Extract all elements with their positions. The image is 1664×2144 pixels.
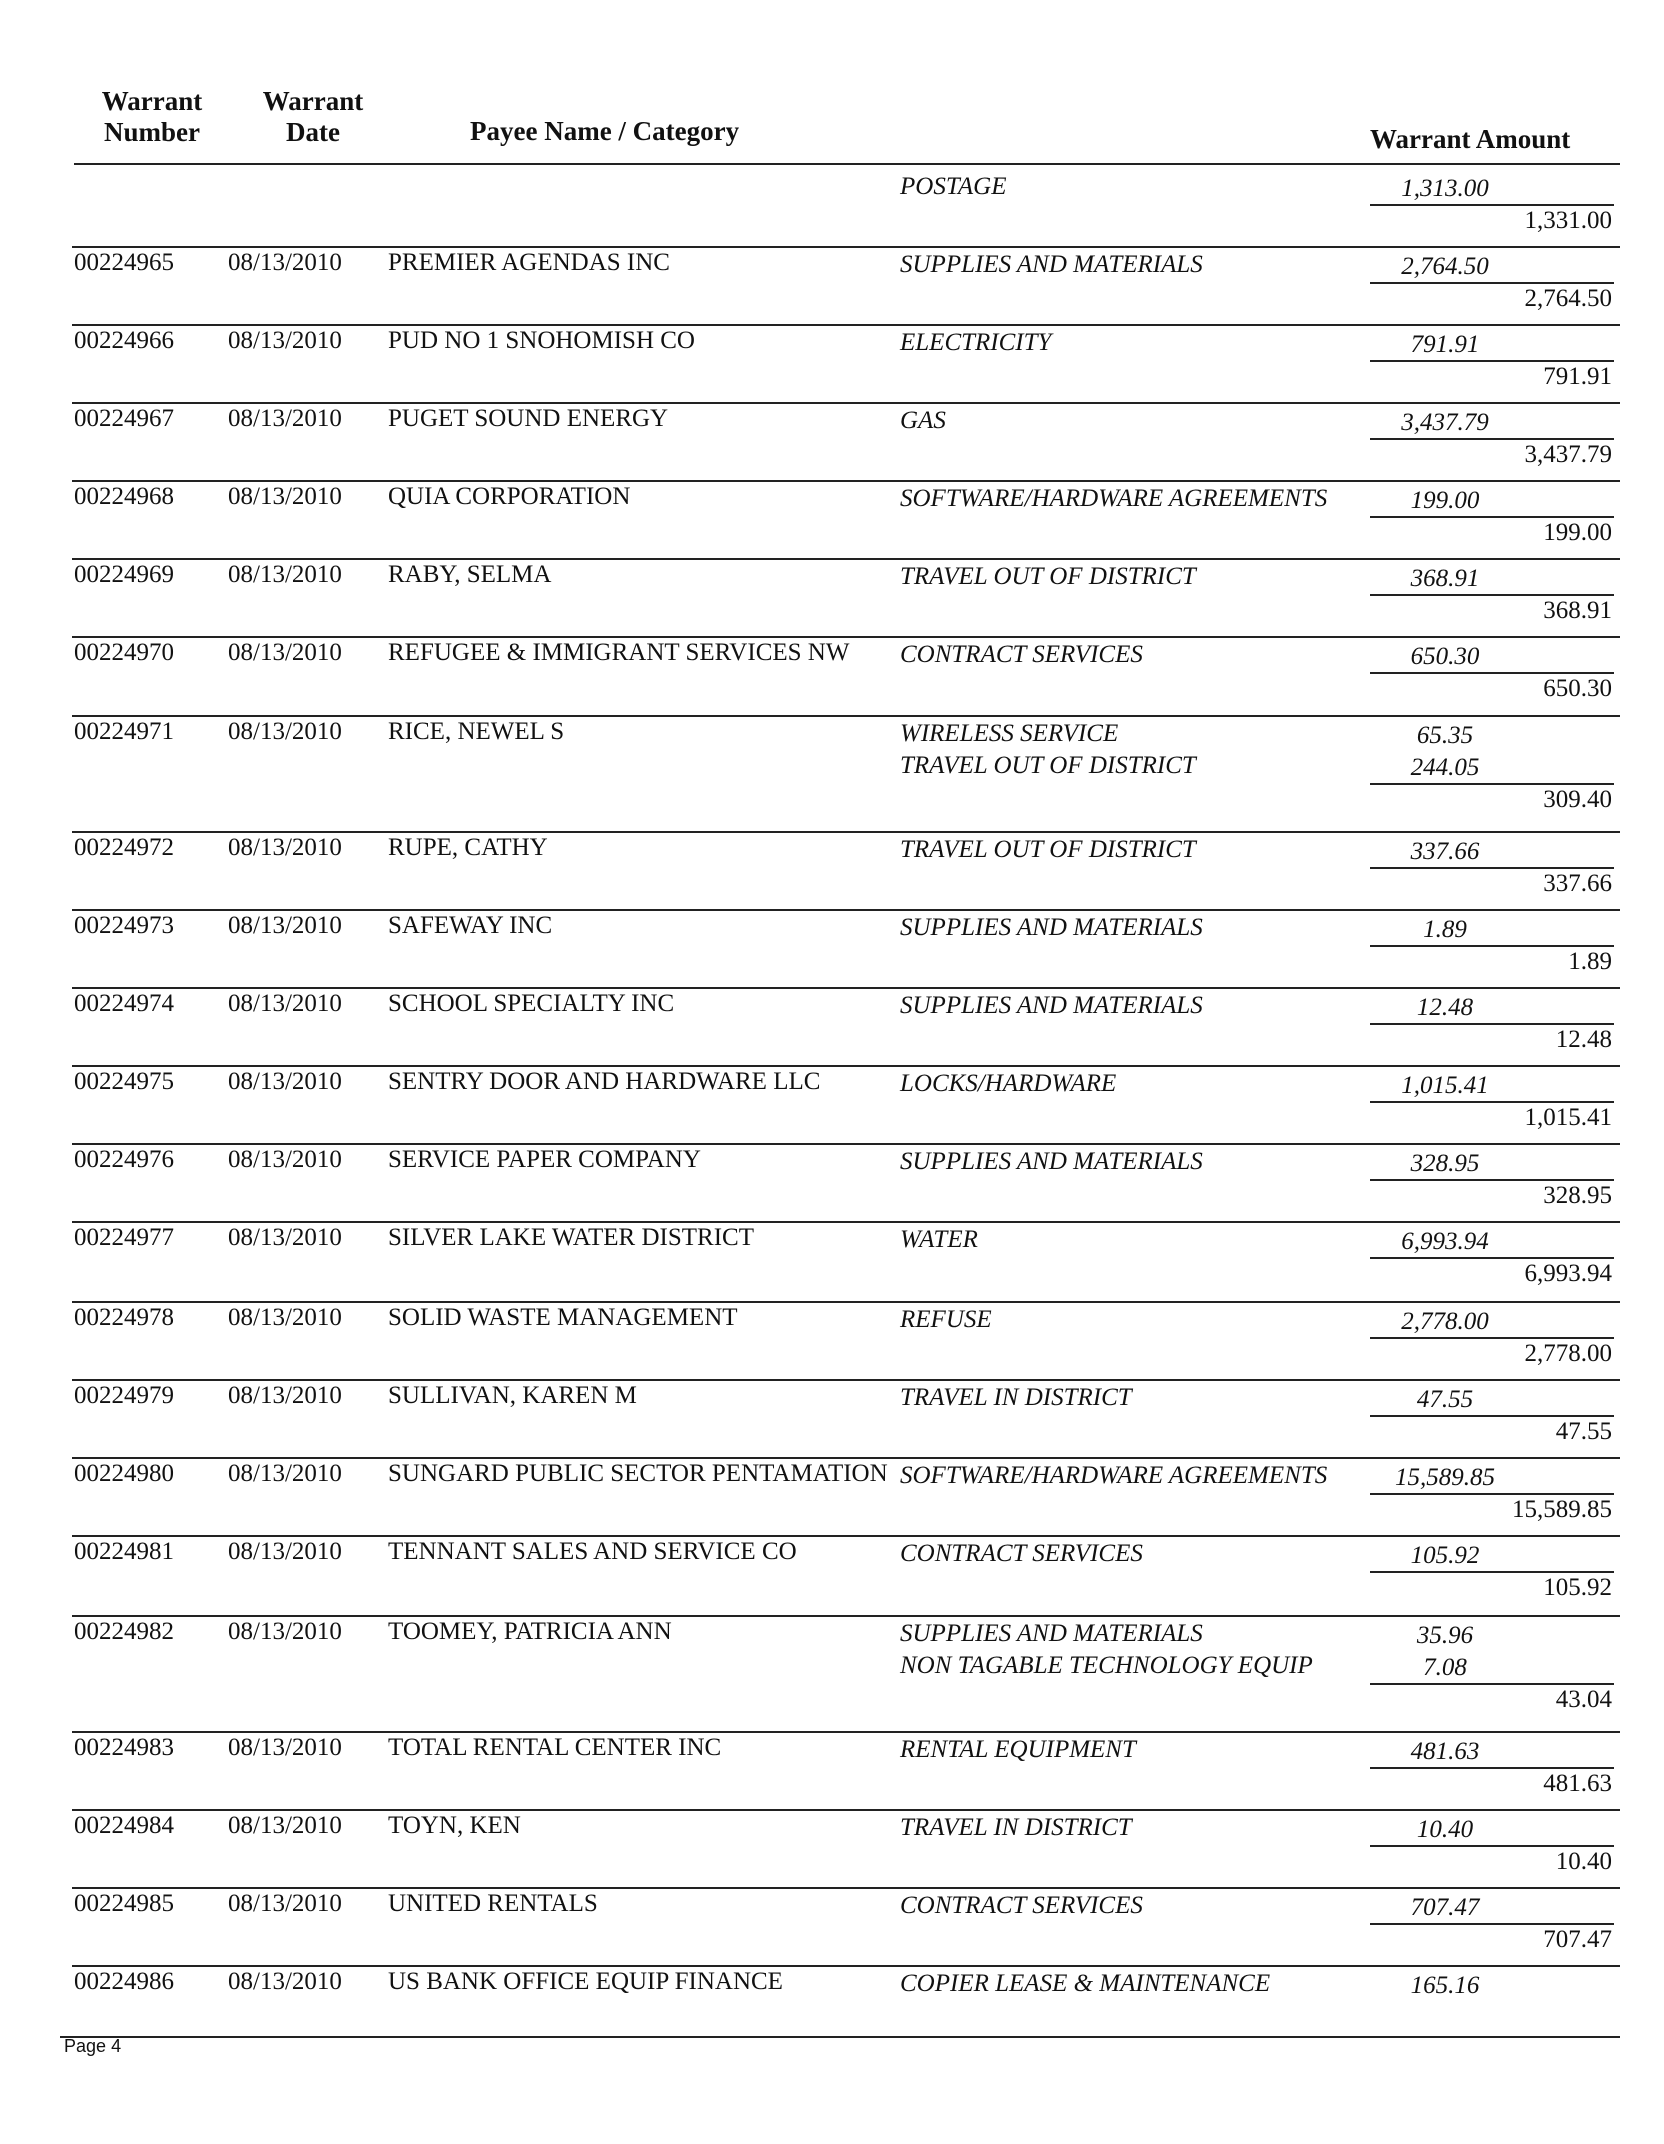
payee-name: TENNANT SALES AND SERVICE CO xyxy=(388,1538,797,1565)
warrant-date: 08/13/2010 xyxy=(228,1890,342,1917)
warrant-date: 08/13/2010 xyxy=(228,405,342,432)
payee-name: SCHOOL SPECIALTY INC xyxy=(388,990,675,1017)
category: COPIER LEASE & MAINTENANCE xyxy=(900,1970,1271,1997)
warrant-date: 08/13/2010 xyxy=(228,1146,342,1173)
line-amount: 105.92 xyxy=(1410,1542,1480,1569)
warrant-number: 00224975 xyxy=(74,1068,174,1095)
warrant-number: 00224965 xyxy=(74,249,174,276)
category: REFUSE xyxy=(900,1306,992,1333)
payee-name: UNITED RENTALS xyxy=(388,1890,598,1917)
payee-name: SOLID WASTE MANAGEMENT xyxy=(388,1304,738,1331)
category: GAS xyxy=(900,407,946,434)
warrant-total: 1,331.00 xyxy=(1524,207,1612,234)
footer-rule xyxy=(60,2036,1620,2038)
line-amount: 12.48 xyxy=(1416,994,1474,1021)
line-amount: 481.63 xyxy=(1410,1738,1480,1765)
line-amount: 368.91 xyxy=(1410,565,1480,592)
warrant-total: 337.66 xyxy=(1543,870,1612,897)
payee-name: RABY, SELMA xyxy=(388,561,552,588)
category: SOFTWARE/HARDWARE AGREEMENTS xyxy=(900,1462,1328,1489)
line-amount: 3,437.79 xyxy=(1401,409,1489,436)
page-number: 4 xyxy=(111,2036,122,2056)
header-warrant-date xyxy=(238,86,388,148)
warrant-total: 199.00 xyxy=(1543,519,1612,546)
header-warrant-number xyxy=(62,86,242,148)
payee-name: SERVICE PAPER COMPANY xyxy=(388,1146,701,1173)
category: SUPPLIES AND MATERIALS xyxy=(900,1148,1203,1175)
warrant-number: 00224977 xyxy=(74,1224,174,1251)
warrant-number: 00224983 xyxy=(74,1734,174,1761)
warrant-number: 00224971 xyxy=(74,718,174,745)
header-warrant-date-line2: Date xyxy=(286,117,340,147)
payee-name: SULLIVAN, KAREN M xyxy=(388,1382,637,1409)
page-label: Page xyxy=(64,2036,107,2056)
warrant-date: 08/13/2010 xyxy=(228,1224,342,1251)
line-amount: 2,764.50 xyxy=(1401,253,1489,280)
warrant-total: 328.95 xyxy=(1543,1182,1612,1209)
warrant-date: 08/13/2010 xyxy=(228,249,342,276)
category: ELECTRICITY xyxy=(900,329,1052,356)
category: SUPPLIES AND MATERIALS xyxy=(900,914,1203,941)
line-amount: 1.89 xyxy=(1423,916,1467,943)
category: WIRELESS SERVICE xyxy=(900,720,1119,747)
category: CONTRACT SERVICES xyxy=(900,1540,1143,1567)
header-warrant-number-line2: Number xyxy=(104,117,200,147)
line-amount: 6,993.94 xyxy=(1401,1228,1489,1255)
warrant-total: 3,437.79 xyxy=(1524,441,1612,468)
warrant-total: 6,993.94 xyxy=(1524,1260,1612,1287)
payee-name: SAFEWAY INC xyxy=(388,912,553,939)
category: TRAVEL OUT OF DISTRICT xyxy=(900,563,1196,590)
warrant-date: 08/13/2010 xyxy=(228,1812,342,1839)
warrant-total: 791.91 xyxy=(1543,363,1612,390)
warrant-total: 1,015.41 xyxy=(1524,1104,1612,1131)
payee-name: PUD NO 1 SNOHOMISH CO xyxy=(388,327,695,354)
warrant-total: 481.63 xyxy=(1543,1770,1612,1797)
warrant-date: 08/13/2010 xyxy=(228,561,342,588)
payee-name: TOTAL RENTAL CENTER INC xyxy=(388,1734,722,1761)
payee-name: TOYN, KEN xyxy=(388,1812,521,1839)
category: SOFTWARE/HARDWARE AGREEMENTS xyxy=(900,485,1328,512)
warrant-number: 00224978 xyxy=(74,1304,174,1331)
warrant-date: 08/13/2010 xyxy=(228,483,342,510)
warrant-total: 43.04 xyxy=(1555,1686,1612,1713)
warrant-number: 00224970 xyxy=(74,639,174,666)
category: TRAVEL IN DISTRICT xyxy=(900,1814,1132,1841)
category: NON TAGABLE TECHNOLOGY EQUIP xyxy=(900,1652,1313,1679)
line-amount: 65.35 xyxy=(1416,722,1474,749)
line-amount: 1,313.00 xyxy=(1401,175,1489,202)
warrant-number: 00224986 xyxy=(74,1968,174,1995)
warrant-total: 2,764.50 xyxy=(1524,285,1612,312)
header-amount: Warrant Amount xyxy=(1370,124,1571,154)
warrant-date: 08/13/2010 xyxy=(228,1618,342,1645)
warrant-number: 00224979 xyxy=(74,1382,174,1409)
warrant-number: 00224976 xyxy=(74,1146,174,1173)
payee-name: PREMIER AGENDAS INC xyxy=(388,249,670,276)
line-amount: 707.47 xyxy=(1410,1894,1480,1921)
category: LOCKS/HARDWARE xyxy=(900,1070,1117,1097)
line-amount: 35.96 xyxy=(1416,1622,1474,1649)
line-amount: 10.40 xyxy=(1416,1816,1474,1843)
warrant-date: 08/13/2010 xyxy=(228,834,342,861)
warrant-date: 08/13/2010 xyxy=(228,1382,342,1409)
warrant-number: 00224974 xyxy=(74,990,174,1017)
warrant-total: 707.47 xyxy=(1543,1926,1612,1953)
warrant-number: 00224968 xyxy=(74,483,174,510)
header-rule xyxy=(74,163,1620,165)
warrant-date: 08/13/2010 xyxy=(228,1538,342,1565)
warrant-date: 08/13/2010 xyxy=(228,1304,342,1331)
category: TRAVEL OUT OF DISTRICT xyxy=(900,836,1196,863)
warrant-date: 08/13/2010 xyxy=(228,327,342,354)
warrant-date: 08/13/2010 xyxy=(228,990,342,1017)
category: CONTRACT SERVICES xyxy=(900,641,1143,668)
line-amount: 328.95 xyxy=(1410,1150,1480,1177)
warrant-number: 00224982 xyxy=(74,1618,174,1645)
warrant-number: 00224980 xyxy=(74,1460,174,1487)
line-amount: 791.91 xyxy=(1410,331,1480,358)
warrant-total: 105.92 xyxy=(1543,1574,1612,1601)
payee-name: REFUGEE & IMMIGRANT SERVICES NW xyxy=(388,639,850,666)
category: SUPPLIES AND MATERIALS xyxy=(900,251,1203,278)
warrant-date: 08/13/2010 xyxy=(228,1968,342,1995)
warrant-total: 47.55 xyxy=(1555,1418,1612,1445)
warrant-date: 08/13/2010 xyxy=(228,639,342,666)
category: SUPPLIES AND MATERIALS xyxy=(900,992,1203,1019)
line-amount: 2,778.00 xyxy=(1401,1308,1489,1335)
payee-name: RICE, NEWEL S xyxy=(388,718,565,745)
line-amount: 7.08 xyxy=(1423,1654,1467,1681)
warrant-number: 00224967 xyxy=(74,405,174,432)
category: WATER xyxy=(900,1226,978,1253)
warrant-date: 08/13/2010 xyxy=(228,912,342,939)
payee-name: RUPE, CATHY xyxy=(388,834,548,861)
line-amount: 47.55 xyxy=(1416,1386,1474,1413)
line-amount: 199.00 xyxy=(1410,487,1480,514)
payee-name: SENTRY DOOR AND HARDWARE LLC xyxy=(388,1068,821,1095)
warrant-number: 00224973 xyxy=(74,912,174,939)
warrant-date: 08/13/2010 xyxy=(228,1460,342,1487)
payee-name: SILVER LAKE WATER DISTRICT xyxy=(388,1224,754,1251)
line-amount: 337.66 xyxy=(1410,838,1480,865)
category: TRAVEL OUT OF DISTRICT xyxy=(900,752,1196,779)
warrant-total: 1.89 xyxy=(1568,948,1612,975)
warrant-total: 2,778.00 xyxy=(1524,1340,1612,1367)
line-amount: 244.05 xyxy=(1410,754,1480,781)
line-amount: 15,589.85 xyxy=(1395,1464,1495,1491)
payee-name: TOOMEY, PATRICIA ANN xyxy=(388,1618,672,1645)
warrant-date: 08/13/2010 xyxy=(228,1068,342,1095)
line-amount: 650.30 xyxy=(1410,643,1480,670)
payee-name: PUGET SOUND ENERGY xyxy=(388,405,669,432)
warrant-number: 00224981 xyxy=(74,1538,174,1565)
category: TRAVEL IN DISTRICT xyxy=(900,1384,1132,1411)
warrant-date: 08/13/2010 xyxy=(228,718,342,745)
line-amount: 165.16 xyxy=(1410,1972,1480,1999)
warrant-number: 00224984 xyxy=(74,1812,174,1839)
warrant-number: 00224985 xyxy=(74,1890,174,1917)
category: CONTRACT SERVICES xyxy=(900,1892,1143,1919)
warrant-total: 10.40 xyxy=(1555,1848,1612,1875)
warrant-number: 00224969 xyxy=(74,561,174,588)
payee-name: SUNGARD PUBLIC SECTOR PENTAMATION xyxy=(388,1460,888,1487)
warrant-number: 00224972 xyxy=(74,834,174,861)
warrant-date: 08/13/2010 xyxy=(228,1734,342,1761)
warrant-total: 309.40 xyxy=(1543,786,1612,813)
category: POSTAGE xyxy=(900,173,1007,200)
category: SUPPLIES AND MATERIALS xyxy=(900,1620,1203,1647)
page-footer xyxy=(64,2036,121,2057)
warrant-total: 15,589.85 xyxy=(1512,1496,1612,1523)
header-warrant-number-line1: Warrant xyxy=(101,86,203,116)
payee-name: US BANK OFFICE EQUIP FINANCE xyxy=(388,1968,783,1995)
warrant-total: 368.91 xyxy=(1543,597,1612,624)
warrant-total: 12.48 xyxy=(1555,1026,1612,1053)
warrant-total: 650.30 xyxy=(1543,675,1612,702)
warrant-number: 00224966 xyxy=(74,327,174,354)
line-amount: 1,015.41 xyxy=(1401,1072,1489,1099)
category: RENTAL EQUIPMENT xyxy=(900,1736,1136,1763)
header-payee: Payee Name / Category xyxy=(470,116,740,146)
payee-name: QUIA CORPORATION xyxy=(388,483,631,510)
header-warrant-date-line1: Warrant xyxy=(262,86,364,116)
